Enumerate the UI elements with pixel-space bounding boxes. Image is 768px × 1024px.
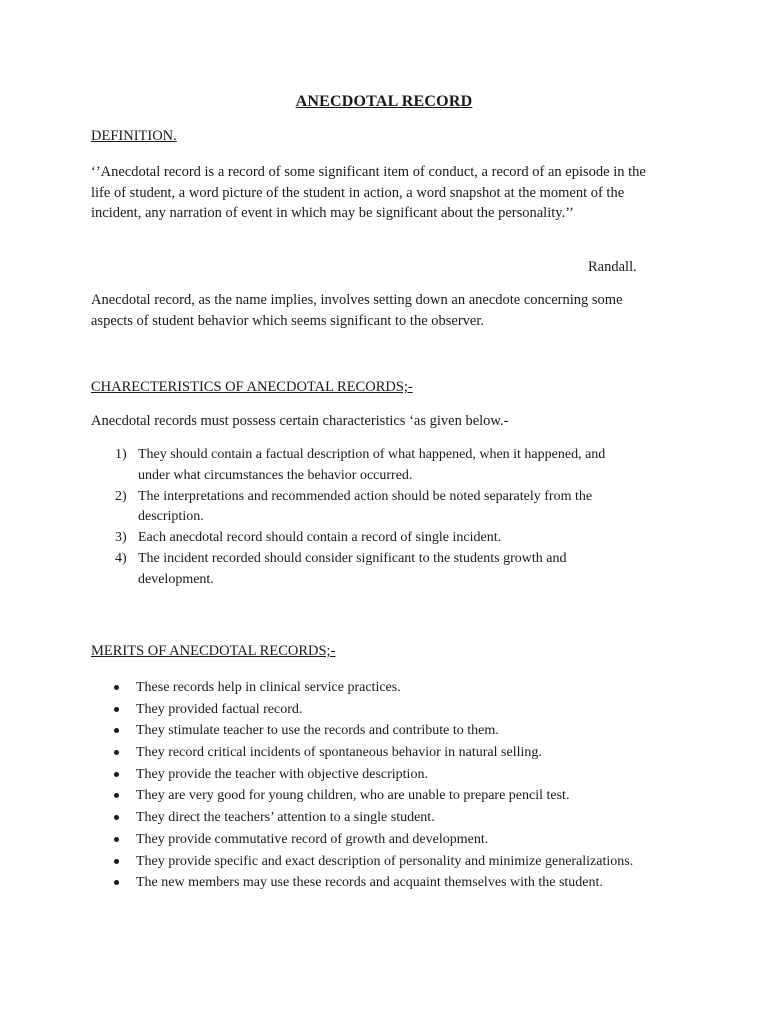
list-item-text: The new members may use these records and acquaint themselves with the student. bbox=[136, 875, 603, 891]
intro-line: Anecdotal record, as the name implies, involves setting down an anecdote concerning some bbox=[91, 292, 623, 308]
list-item-text: Each anecdotal record should contain a record of single incident. bbox=[138, 530, 502, 546]
list-number: 2) bbox=[115, 488, 127, 504]
bullet-icon bbox=[114, 880, 119, 885]
list-item bbox=[113, 764, 633, 786]
quote-line: life of student, a word picture of the student in action, a word snapshot at the moment of the bbox=[91, 184, 625, 201]
list-item-text: description. bbox=[138, 509, 204, 525]
list-item bbox=[113, 851, 633, 873]
list-item bbox=[115, 549, 605, 591]
list-item bbox=[113, 785, 633, 807]
list-item bbox=[113, 677, 633, 699]
list-item bbox=[115, 528, 605, 549]
list-item bbox=[113, 699, 633, 721]
list-item-text: The incident recorded should consider significant to the students growth and bbox=[138, 550, 567, 566]
list-item-text: These records help in clinical service practices. bbox=[136, 680, 401, 695]
bullet-icon bbox=[114, 837, 119, 842]
list-item bbox=[113, 720, 633, 742]
definition-quote bbox=[91, 162, 681, 224]
definition-heading: DEFINITION. bbox=[91, 128, 177, 144]
list-item-text: They direct the teachers’ attention to a single student. bbox=[136, 810, 435, 826]
intro-line: aspects of student behavior which seems significant to the observer. bbox=[91, 312, 485, 329]
bullet-icon bbox=[114, 793, 119, 798]
list-item-text: They are very good for young children, who are unable to prepare pencil test. bbox=[136, 788, 570, 804]
list-item bbox=[113, 742, 633, 764]
merits-heading: MERITS OF ANECDOTAL RECORDS;- bbox=[91, 643, 336, 659]
list-number: 4) bbox=[115, 550, 127, 566]
quote-line: ‘’Anecdotal record is a record of some significant item of conduct, a record of an episode in the bbox=[91, 164, 646, 180]
characteristics-heading: CHARECTERISTICS OF ANECDOTAL RECORDS;- bbox=[91, 379, 413, 395]
list-item bbox=[113, 872, 633, 894]
list-number: 1) bbox=[115, 447, 127, 462]
characteristics-intro: Anecdotal records must possess certain characteristics ‘as given below.- bbox=[91, 413, 509, 429]
list-item-text: The interpretations and recommended action should be noted separately from the bbox=[138, 488, 593, 504]
list-item bbox=[115, 487, 605, 529]
list-item bbox=[113, 807, 633, 829]
list-item-text: They provided factual record. bbox=[136, 701, 303, 717]
bullet-icon bbox=[114, 815, 119, 820]
list-item-text: development. bbox=[138, 571, 214, 587]
bullet-icon bbox=[114, 728, 119, 733]
merits-list bbox=[113, 677, 633, 894]
intro-paragraph bbox=[91, 290, 681, 331]
characteristics-list bbox=[115, 445, 605, 591]
document-title: ANECDOTAL RECORD bbox=[295, 93, 473, 110]
quote-author: Randall. bbox=[588, 259, 637, 275]
bullet-icon bbox=[114, 707, 119, 712]
quote-line: incident, any narration of event in which may be significant about the personality.’’ bbox=[91, 205, 574, 221]
list-item-text: They record critical incidents of spontaneous behavior in natural selling. bbox=[136, 745, 542, 761]
list-item-text: They stimulate teacher to use the records and contribute to them. bbox=[136, 723, 499, 739]
bullet-icon bbox=[114, 685, 119, 690]
list-item-text: They provide commutative record of growth and development. bbox=[136, 831, 489, 847]
list-number: 3) bbox=[115, 530, 127, 546]
list-item-text: They should contain a factual description of what happened, when it happened, and bbox=[138, 447, 606, 462]
list-item-text: under what circumstances the behavior occurred. bbox=[138, 467, 413, 483]
bullet-icon bbox=[114, 859, 119, 864]
list-item-text: They provide the teacher with objective description. bbox=[136, 766, 428, 782]
list-item bbox=[113, 829, 633, 851]
bullet-icon bbox=[114, 772, 119, 777]
list-item bbox=[115, 445, 605, 487]
bullet-icon bbox=[114, 750, 119, 755]
list-item-text: They provide specific and exact description of personality and minimize generalizations. bbox=[136, 853, 634, 869]
